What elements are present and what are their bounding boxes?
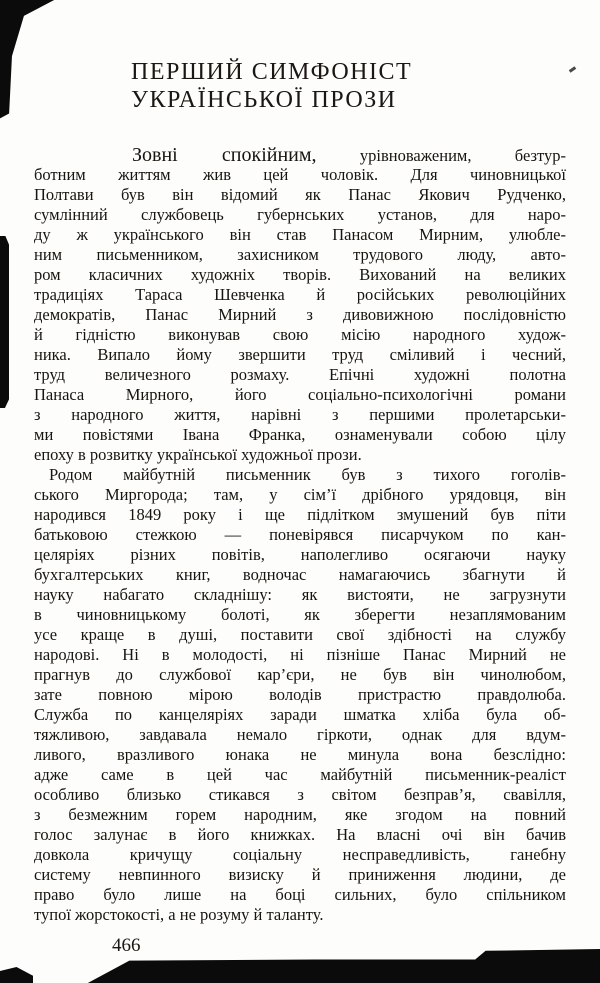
text-line: Родом майбутній письменник був з тихого гоголів- xyxy=(49,465,566,484)
text-line: ром класичних художніх творів. Вихований на великих xyxy=(34,265,566,284)
text-line: з безмежним горем народним, яке згодом на повний xyxy=(34,805,566,824)
text-line: ду ж українського він став Панасом Мирним, улюбле- xyxy=(34,225,566,244)
text-line: адже саме в цей час майбутній письменник-реаліст xyxy=(34,765,566,784)
text-line: довкола кричущу соціальну несправедливість, ганебну xyxy=(34,845,566,864)
opening-line-rest: урівноваженим, безтур- xyxy=(316,146,566,165)
text-line: целяріях різних повітів, наполегливо осягаючи науку xyxy=(34,545,566,564)
text-line: труд величезного розмаху. Епічні художні полотна xyxy=(34,365,566,384)
chapter-title-line-2: УКРАЇНСЬКОЇ ПРОЗИ xyxy=(131,87,397,113)
text-line: демократів, Панас Мирний з дивовижною послідовністю xyxy=(34,305,566,324)
text-line: ми повістями Івана Франка, ознаменували собою цілу xyxy=(34,425,566,444)
text-line: ського Миргорода; там, у сім’ї дрібного урядовця, він xyxy=(34,485,566,504)
text-line: ботним життям жив цей чоловік. Для чиновницької xyxy=(34,165,566,184)
text-line: особливо близько стикався з світом безправ’я, свавілля, xyxy=(34,785,566,804)
text-line: ним письменником, захисником трудового люду, авто- xyxy=(34,245,566,264)
text-line: науку набагато складнішу: як вистояти, не загрузнути xyxy=(34,585,566,604)
text-line: сумлінний службовець губернських установ, для наро- xyxy=(34,205,566,224)
chapter-title xyxy=(131,58,412,114)
body-text xyxy=(34,145,566,925)
scan-artifact-bottom-bar xyxy=(80,948,600,983)
text-line: народився 1849 року і ще підлітком змушений був піти xyxy=(34,505,566,524)
text-line: ника. Випало йому звершити труд сміливий і чесний, xyxy=(34,345,566,364)
text-line: прагнув до службової кар’єри, не був він чинолюбом, xyxy=(34,665,566,684)
text-line: батьковою стежкою — поневірявся писарчуком по кан- xyxy=(34,525,566,544)
paragraph-1-opening-line xyxy=(34,145,566,165)
text-line: право було лише на боці сильних, було спільником xyxy=(34,885,566,904)
text-line: усе краще в душі, поставити свої здібності на службу xyxy=(34,625,566,644)
text-line: систему невпинного визиску й приниження людини, де xyxy=(34,865,566,884)
text-line: тупої жорстокості, а не розуму й таланту. xyxy=(34,905,324,924)
page-number: 466 xyxy=(112,935,141,956)
text-line: з народного життя, нарівні з першими пролетарськи- xyxy=(34,405,566,424)
lead-in-phrase: Зовні спокійним, xyxy=(132,145,317,165)
text-line: епоху в розвитку української художньої прози. xyxy=(34,445,362,464)
scan-artifact-top-left xyxy=(0,0,57,122)
text-line: в чиновницькому болоті, як зберегти незаплямованим xyxy=(34,605,566,624)
scan-artifact-speck xyxy=(569,66,576,72)
text-line: Панаса Мирного, його соціально-психологічні романи xyxy=(34,385,566,404)
text-line: традиціях Тараса Шевченка й російських революційних xyxy=(34,285,566,304)
text-line: народові. Ні в молодості, ні пізніше Панас Мирний не xyxy=(34,645,566,664)
text-line: й гідністю виконував свою місію народного худож- xyxy=(34,325,566,344)
text-line: Полтави був він відомий як Панас Якович Рудченко, xyxy=(34,185,566,204)
text-line: ливого, вразливого юнака не минула вона безслідно: xyxy=(34,745,566,764)
text-line: зате повною мірою володів пристрастю правдолюба. xyxy=(34,685,566,704)
text-line: Служба по канцеляріях заради шматка хліба була об- xyxy=(34,705,566,724)
scan-artifact-bottom-left xyxy=(0,967,33,983)
chapter-title-line-1: ПЕРШИЙ СИМФОНІСТ xyxy=(131,59,413,85)
scan-artifact-left-edge xyxy=(0,236,9,408)
text-line: тяжливою, завдавала немало гіркоти, однак для вдум- xyxy=(34,725,566,744)
text-line: бухгалтерських книг, водночас намагаючись збагнути й xyxy=(34,565,566,584)
text-line: голос залунає в його книжках. На власні очі він бачив xyxy=(34,825,566,844)
